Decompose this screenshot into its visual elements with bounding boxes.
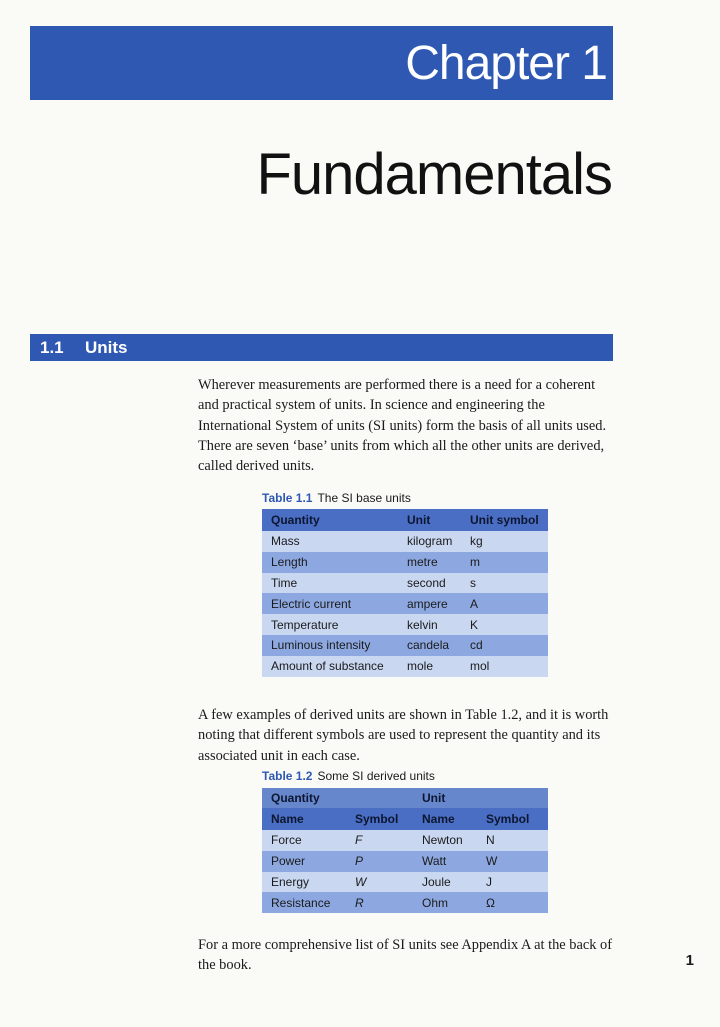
section-title: Units: [85, 338, 128, 357]
quantity-symbol-cell: R: [346, 892, 413, 913]
page-number: 1: [685, 952, 694, 969]
quantity-symbol-cell: W: [346, 872, 413, 893]
table-2-title: Some SI derived units: [317, 769, 435, 783]
header-quantity-symbol: Symbol: [346, 808, 413, 830]
unit-name-cell: Ohm: [413, 892, 477, 913]
quantity-symbol-cell: P: [346, 851, 413, 872]
header-unit-name: Name: [413, 808, 477, 830]
header-unit: Unit: [398, 509, 461, 531]
si-base-units-table: [262, 509, 548, 677]
unit-cell: second: [398, 573, 461, 594]
table-row: [262, 872, 548, 893]
unit-name-cell: Newton: [413, 830, 477, 851]
table-group-header-row: [262, 788, 548, 808]
symbol-cell: mol: [461, 656, 548, 677]
symbol-cell: A: [461, 593, 548, 614]
quantity-cell: Electric current: [262, 593, 398, 614]
symbol-cell: m: [461, 552, 548, 573]
unit-cell: mole: [398, 656, 461, 677]
quantity-cell: Amount of substance: [262, 656, 398, 677]
quantity-name-cell: Resistance: [262, 892, 346, 913]
table-1-title: The SI base units: [317, 491, 411, 505]
quantity-name-cell: Force: [262, 830, 346, 851]
table-row: [262, 851, 548, 872]
unit-cell: ampere: [398, 593, 461, 614]
symbol-cell: kg: [461, 531, 548, 552]
quantity-cell: Length: [262, 552, 398, 573]
table-row: [262, 656, 548, 677]
derived-units-paragraph: A few examples of derived units are shown in Table 1.2, and it is worth noting that different symbols are used to represent the quantity and its associated unit in each case.: [198, 707, 609, 764]
section-number: 1.1: [40, 338, 64, 357]
quantity-cell: Luminous intensity: [262, 635, 398, 656]
unit-symbol-cell: N: [477, 830, 548, 851]
table-row: [262, 552, 548, 573]
quantity-symbol-cell: F: [346, 830, 413, 851]
section-heading: [30, 334, 613, 361]
header-quantity: Quantity: [262, 509, 398, 531]
symbol-cell: cd: [461, 635, 548, 656]
header-quantity-name: Name: [262, 808, 346, 830]
chapter-title: Fundamentals: [256, 142, 612, 207]
table-1-caption: [262, 490, 411, 506]
table-row: [262, 531, 548, 552]
unit-symbol-cell: W: [477, 851, 548, 872]
table-header-row: [262, 509, 548, 531]
quantity-name-cell: Power: [262, 851, 346, 872]
table-1-label: Table 1.1: [262, 491, 313, 505]
quantity-cell: Mass: [262, 531, 398, 552]
appendix-paragraph: For a more comprehensive list of SI units see Appendix A at the back of the book.: [198, 937, 613, 974]
table-2-caption: [262, 768, 435, 784]
group-header-quantity: Quantity: [262, 788, 413, 808]
unit-cell: kilogram: [398, 531, 461, 552]
unit-name-cell: Watt: [413, 851, 477, 872]
chapter-banner: [30, 26, 613, 100]
table-row: [262, 635, 548, 656]
quantity-cell: Time: [262, 573, 398, 594]
unit-cell: kelvin: [398, 614, 461, 635]
table-row: [262, 573, 548, 594]
group-header-unit: Unit: [413, 788, 548, 808]
table-row: [262, 593, 548, 614]
unit-cell: metre: [398, 552, 461, 573]
unit-name-cell: Joule: [413, 872, 477, 893]
table-row: [262, 614, 548, 635]
quantity-name-cell: Energy: [262, 872, 346, 893]
quantity-cell: Temperature: [262, 614, 398, 635]
unit-symbol-cell: Ω: [477, 892, 548, 913]
si-derived-units-table: [262, 788, 548, 913]
header-unit-symbol: Unit symbol: [461, 509, 548, 531]
table-2-label: Table 1.2: [262, 769, 313, 783]
unit-cell: candela: [398, 635, 461, 656]
table-row: [262, 830, 548, 851]
table-header-row: [262, 808, 548, 830]
unit-symbol-cell: J: [477, 872, 548, 893]
symbol-cell: K: [461, 614, 548, 635]
chapter-label: Chapter 1: [405, 37, 607, 90]
header-unit-symbol: Symbol: [477, 808, 548, 830]
intro-paragraph: Wherever measurements are performed there is a need for a coherent and practical system of units. In science and engineering the International System of units (SI units) form the basis of all units used. There are seven ‘base’ units from which all the other units are derived, called derived units.: [198, 377, 607, 475]
symbol-cell: s: [461, 573, 548, 594]
table-row: [262, 892, 548, 913]
